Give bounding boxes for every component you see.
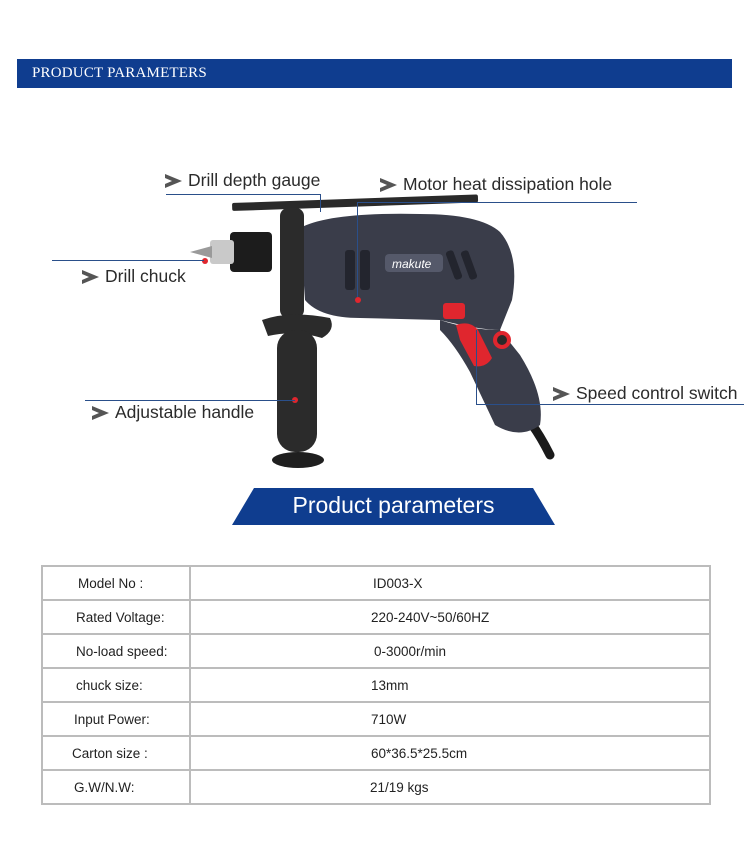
- spec-value-cell: [190, 702, 710, 736]
- callout-line-heat-v: [357, 202, 358, 297]
- spec-value-cell: [190, 566, 710, 600]
- spec-label: G.W/N.W:: [74, 779, 135, 795]
- spec-value: 710W: [371, 711, 407, 727]
- arrow-icon: [82, 270, 99, 284]
- spec-label-cell: [42, 668, 190, 702]
- spec-value: ID003-X: [373, 575, 423, 591]
- callout-line-speed: [476, 404, 744, 405]
- callout-line-depth: [166, 194, 320, 195]
- header-title: PRODUCT PARAMETERS: [32, 65, 207, 81]
- callout-line-chuck: [52, 260, 204, 261]
- callout-depth-gauge: Drill depth gauge: [165, 170, 320, 191]
- section-banner: [232, 488, 555, 525]
- side-handle-collar: [280, 208, 304, 318]
- callout-line-depth-v: [320, 194, 321, 212]
- callout-line-heat: [357, 202, 637, 203]
- spec-row: [42, 702, 710, 736]
- spec-label-cell: [42, 634, 190, 668]
- spec-row: [42, 668, 710, 702]
- arrow-icon: [380, 178, 397, 192]
- spec-row: [42, 736, 710, 770]
- spec-row: [42, 566, 710, 600]
- spec-value-cell: [190, 600, 710, 634]
- callout-line-handle: [85, 400, 295, 401]
- callout-line-speed-v: [476, 330, 477, 404]
- spec-row: [42, 770, 710, 804]
- spec-value-cell: [190, 770, 710, 804]
- spec-label-cell: [42, 736, 190, 770]
- spec-value: 220-240V~50/60HZ: [371, 609, 490, 625]
- arrow-icon: [92, 406, 109, 420]
- spec-label: No-load speed:: [76, 643, 168, 659]
- spec-value: 0-3000r/min: [374, 643, 447, 659]
- spec-label: Model No :: [78, 575, 144, 591]
- arrow-icon: [165, 174, 182, 188]
- spec-value-cell: [190, 736, 710, 770]
- spec-label-cell: [42, 566, 190, 600]
- spec-value-cell: [190, 668, 710, 702]
- spec-label: Input Power:: [74, 711, 150, 727]
- callout-chuck: Drill chuck: [82, 266, 186, 287]
- arrow-icon: [553, 387, 570, 401]
- spec-label: Carton size :: [72, 745, 148, 761]
- callout-speed-switch: Speed control switch: [553, 383, 737, 404]
- pistol-grip: [440, 320, 541, 433]
- chuck-jaws: [210, 240, 234, 264]
- section-title: Product parameters: [292, 492, 495, 518]
- spec-value: 13mm: [371, 677, 409, 693]
- spec-value-cell: [190, 634, 710, 668]
- spec-label-cell: [42, 770, 190, 804]
- spec-row: [42, 600, 710, 634]
- spec-row: [42, 634, 710, 668]
- lock-button: [443, 303, 465, 319]
- callout-handle: Adjustable handle: [92, 402, 254, 423]
- spec-label-cell: [42, 702, 190, 736]
- brand-text: makute: [392, 257, 432, 271]
- chuck-body: [230, 232, 272, 272]
- spec-table: [41, 565, 711, 805]
- spec-label: Rated Voltage:: [76, 609, 165, 625]
- spec-label-cell: [42, 600, 190, 634]
- spec-value: 60*36.5*25.5cm: [371, 745, 468, 761]
- side-handle-grip: [277, 330, 317, 452]
- callout-heat-hole: Motor heat dissipation hole: [380, 174, 612, 195]
- spec-label: chuck size:: [76, 677, 143, 693]
- spec-value: 21/19 kgs: [370, 779, 429, 795]
